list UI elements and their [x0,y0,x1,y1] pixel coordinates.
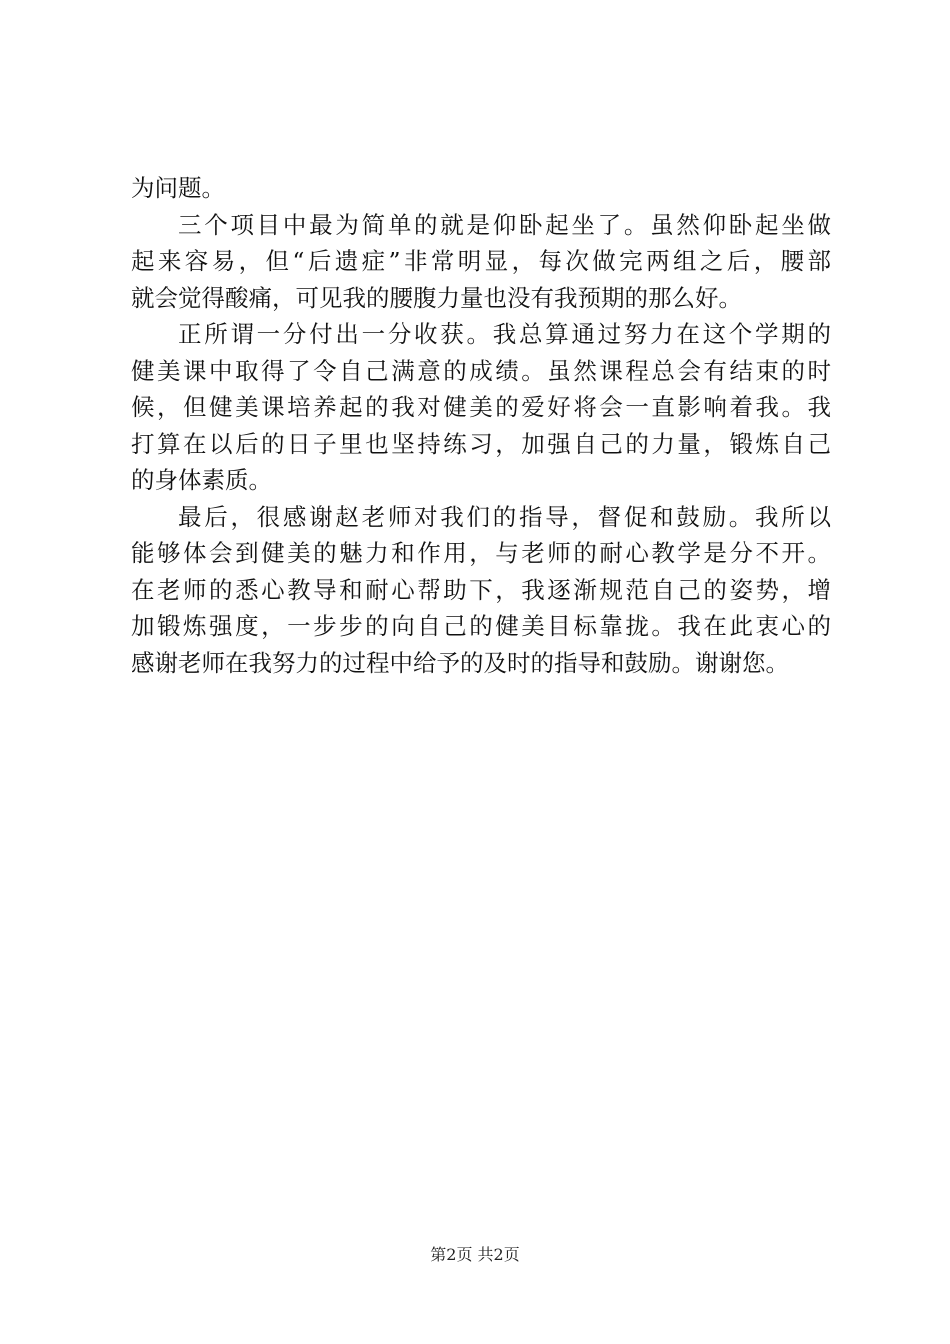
document-body [131,170,831,681]
text-line: 能够体会到健美的魅力和作用，与老师的耐心教学是分不开。 [131,539,831,567]
text-line: 最后，很感谢赵老师对我们的指导，督促和鼓励。我所以 [178,502,831,531]
text-line: 为问题。 [131,174,225,202]
text-line: 打算在以后的日子里也坚持练习，加强自己的力量，锻炼自己 [131,429,831,458]
text-line: 三个项目中最为简单的就是仰卧起坐了。虽然仰卧起坐做 [178,210,831,239]
text-line: 起来容易，但“后遗症”非常明显，每次做完两组之后，腰部 [131,247,831,275]
text-line: 健美课中取得了令自己满意的成绩。虽然课程总会有结束的时 [131,356,831,385]
text-line: 候，但健美课培养起的我对健美的爱好将会一直影响着我。我 [131,393,831,421]
text-line: 加锻炼强度，一步步的向自己的健美目标靠拢。我在此衷心的 [131,612,831,640]
text-line: 就会觉得酸痛，可见我的腰腹力量也没有我预期的那么好。 [131,283,742,312]
text-line: 的身体素质。 [131,466,272,494]
page-number-footer: 第2页 共2页 [430,1245,520,1264]
text-line: 正所谓一分付出一分收获。我总算通过努力在这个学期的 [178,320,831,348]
text-line: 感谢老师在我努力的过程中给予的及时的指导和鼓励。谢谢您。 [131,648,789,677]
text-line: 在老师的悉心教导和耐心帮助下，我逐渐规范自己的姿势，增 [131,575,831,604]
